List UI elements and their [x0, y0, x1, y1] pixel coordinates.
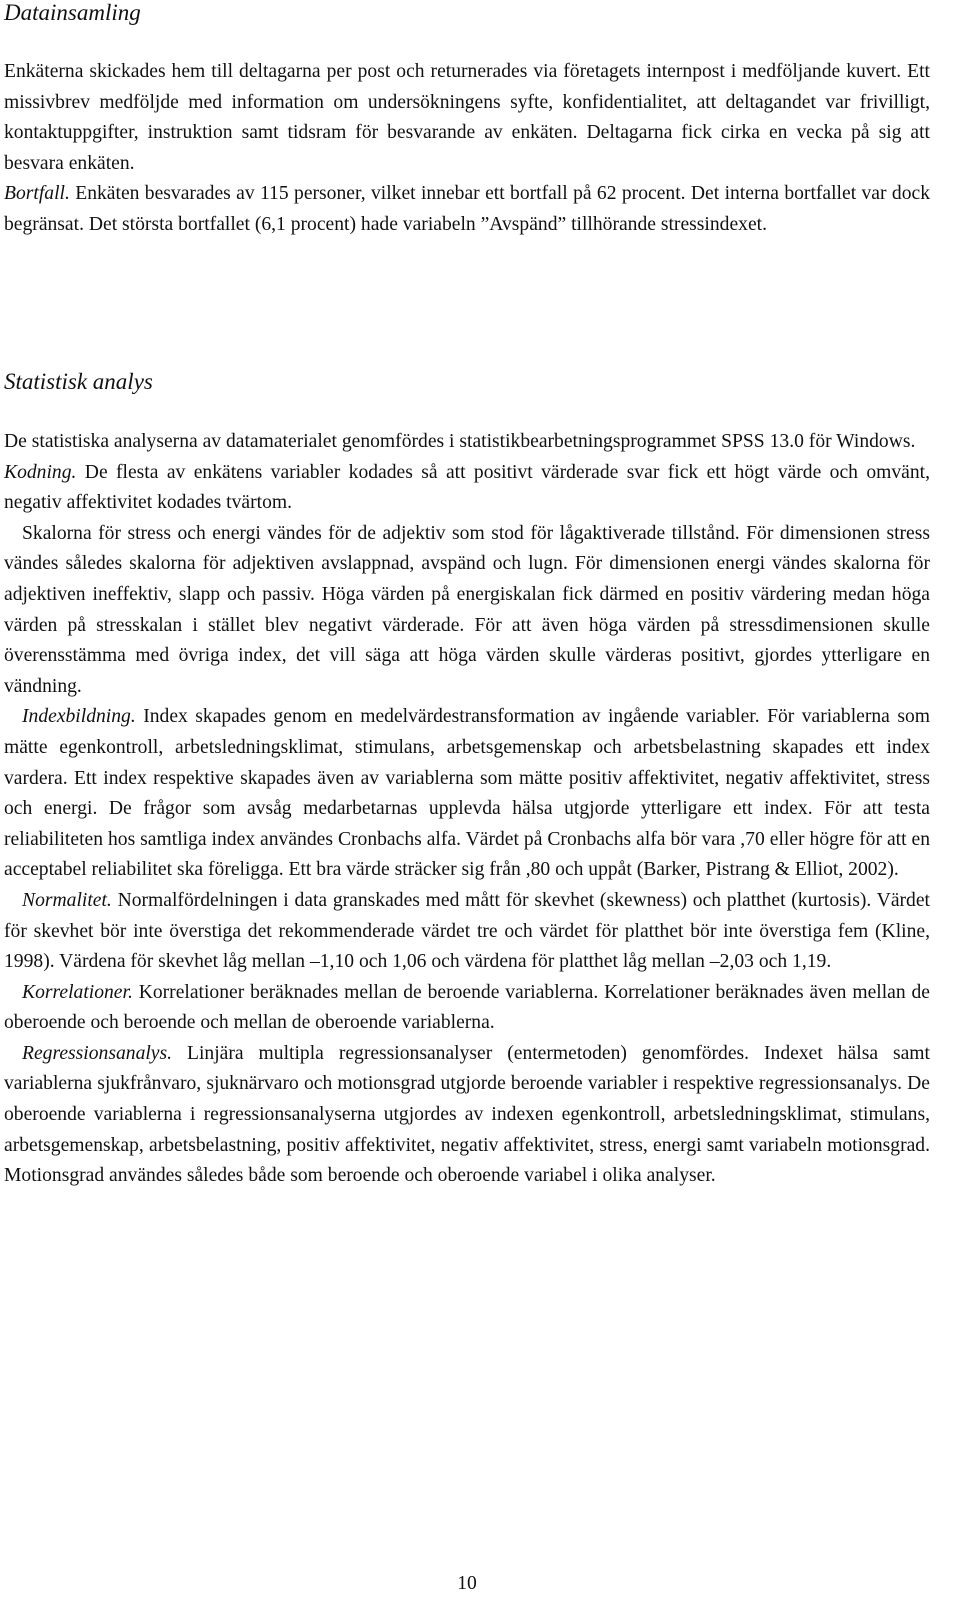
- paragraph-text: De statistiska analyserna av datamaterialet genomfördes i statistikbearbetningsprogrammet SPSS 13.0 för Windows.: [4, 431, 916, 452]
- section-heading-statistisk-analys: Statistisk analys: [4, 369, 153, 394]
- section-body-statistisk-analys: [4, 427, 930, 1192]
- paragraph-text: Skalorna för stress och energi vändes för de adjektiv som stod för lågaktiverade tillstånd. För dimensionen stress vändes således skalorna för adjektiven avslappnad, avspänd och lugn. För dimensionen energi vändes skalorna för adjektiven ineffektiv, slapp och passiv. Höga värden på energiskalan fick därmed en positiv värdering medan höga värden på stresskalan i stället blev negativt värderade. För att även höga värden på stressdimensionen skulle överensstämma med övriga index, det vill säga att höga värden skulle värderas positivt, gjordes ytterligare en vändning.: [4, 522, 930, 697]
- paragraph-text: Enkäterna skickades hem till deltagarna per post och returnerades via företagets internpost i medföljande kuvert. Ett missivbrev medföljde med information om undersökningens syfte, konfidentialitet, att deltagandet var frivilligt, kontaktuppgifter, instruktion samt tidsram för besvarande av enkäten. Deltagarna fick cirka en vecka på sig att besvara enkäten.: [4, 61, 930, 174]
- paragraph-indexbildning: [4, 702, 930, 886]
- page-number: 10: [457, 1573, 477, 1594]
- paragraph-lead: Kodning.: [4, 461, 77, 483]
- paragraph-text: Linjära multipla regressionsanalyser (entermetoden) genomfördes. Indexet hälsa samt variablerna sjukfrånvaro, sjuknärvaro och motionsgrad utgjorde beroende variabler i respektive regressionsanalys. De oberoende variablerna i regressionsanalyserna utgjordes av indexen egenkontroll, arbetsledningsklimat, stimulans, arbetsgemenskap, arbetsbelastning, positiv affektivitet, negativ affektivitet, stress, energi samt variabeln motionsgrad. Motionsgrad användes således både som beroende och oberoende variabel i olika analyser.: [4, 1042, 930, 1187]
- paragraph-text: Normalfördelningen i data granskades med mått för skevhet (skewness) och platthet (kurtosis). Värdet för skevhet bör inte överstiga det rekommenderade värdet tre och värdet för platthet bör inte överstiga fem (Kline, 1998). Värdena för skevhet låg mellan –1,10 och 1,06 och värdena för platthet låg mellan –2,03 och 1,19.: [4, 889, 930, 973]
- paragraph-lead: Bortfall.: [4, 183, 70, 205]
- paragraph-kodning: [4, 458, 930, 519]
- paragraph-lead: Korrelationer.: [22, 981, 133, 1003]
- section-heading-datainsamling: Datainsamling: [4, 0, 141, 25]
- section-body-datainsamling: [4, 57, 930, 241]
- paragraph-korrelationer: [4, 978, 930, 1039]
- paragraph-lead: Regressionsanalys.: [22, 1042, 173, 1064]
- paragraph-skalorna: [4, 519, 930, 703]
- paragraph: [4, 427, 930, 458]
- paragraph-text: Index skapades genom en medelvärdestransformation av ingående variabler. För variablerna som mätte egenkontroll, arbetsledningsklimat, stimulans, arbetsgemenskap och arbetsbelastning skapades ett index vardera. Ett index respektive skapades även av variablerna som mätte positiv affektivitet, negativ affektivitet, stress och energi. De frågor som avsåg medarbetarnas upplevda hälsa utgjorde ytterligare ett index. För att testa reliabiliteten hos samtliga index användes Cronbachs alfa. Värdet på Cronbachs alfa bör vara ,70 eller högre för att en acceptabel reliabilitet ska föreligga. Ett bra värde sträcker sig från ,80 och uppåt (Barker, Pistrang & Elliot, 2002).: [4, 706, 930, 881]
- paragraph-regressionsanalys: [4, 1039, 930, 1192]
- paragraph-text: Enkäten besvarades av 115 personer, vilket innebar ett bortfall på 62 procent. Det interna bortfallet var dock begränsat. Det största bortfallet (6,1 procent) hade variabeln ”Avspänd” tillhörande stressindexet.: [4, 183, 930, 235]
- paragraph-text: De flesta av enkätens variabler kodades så att positivt värderade svar fick ett högt värde och omvänt, negativ affektivitet kodades tvärtom.: [4, 461, 930, 514]
- paragraph-normalitet: [4, 886, 930, 978]
- paragraph-lead: Indexbildning.: [22, 706, 136, 728]
- paragraph: [4, 57, 930, 179]
- paragraph-bortfall: [4, 179, 930, 240]
- paragraph-lead: Normalitet.: [22, 889, 112, 911]
- paragraph-text: Korrelationer beräknades mellan de beroende variablerna. Korrelationer beräknades även mellan de oberoende och beroende och mellan de oberoende variablerna.: [4, 981, 930, 1034]
